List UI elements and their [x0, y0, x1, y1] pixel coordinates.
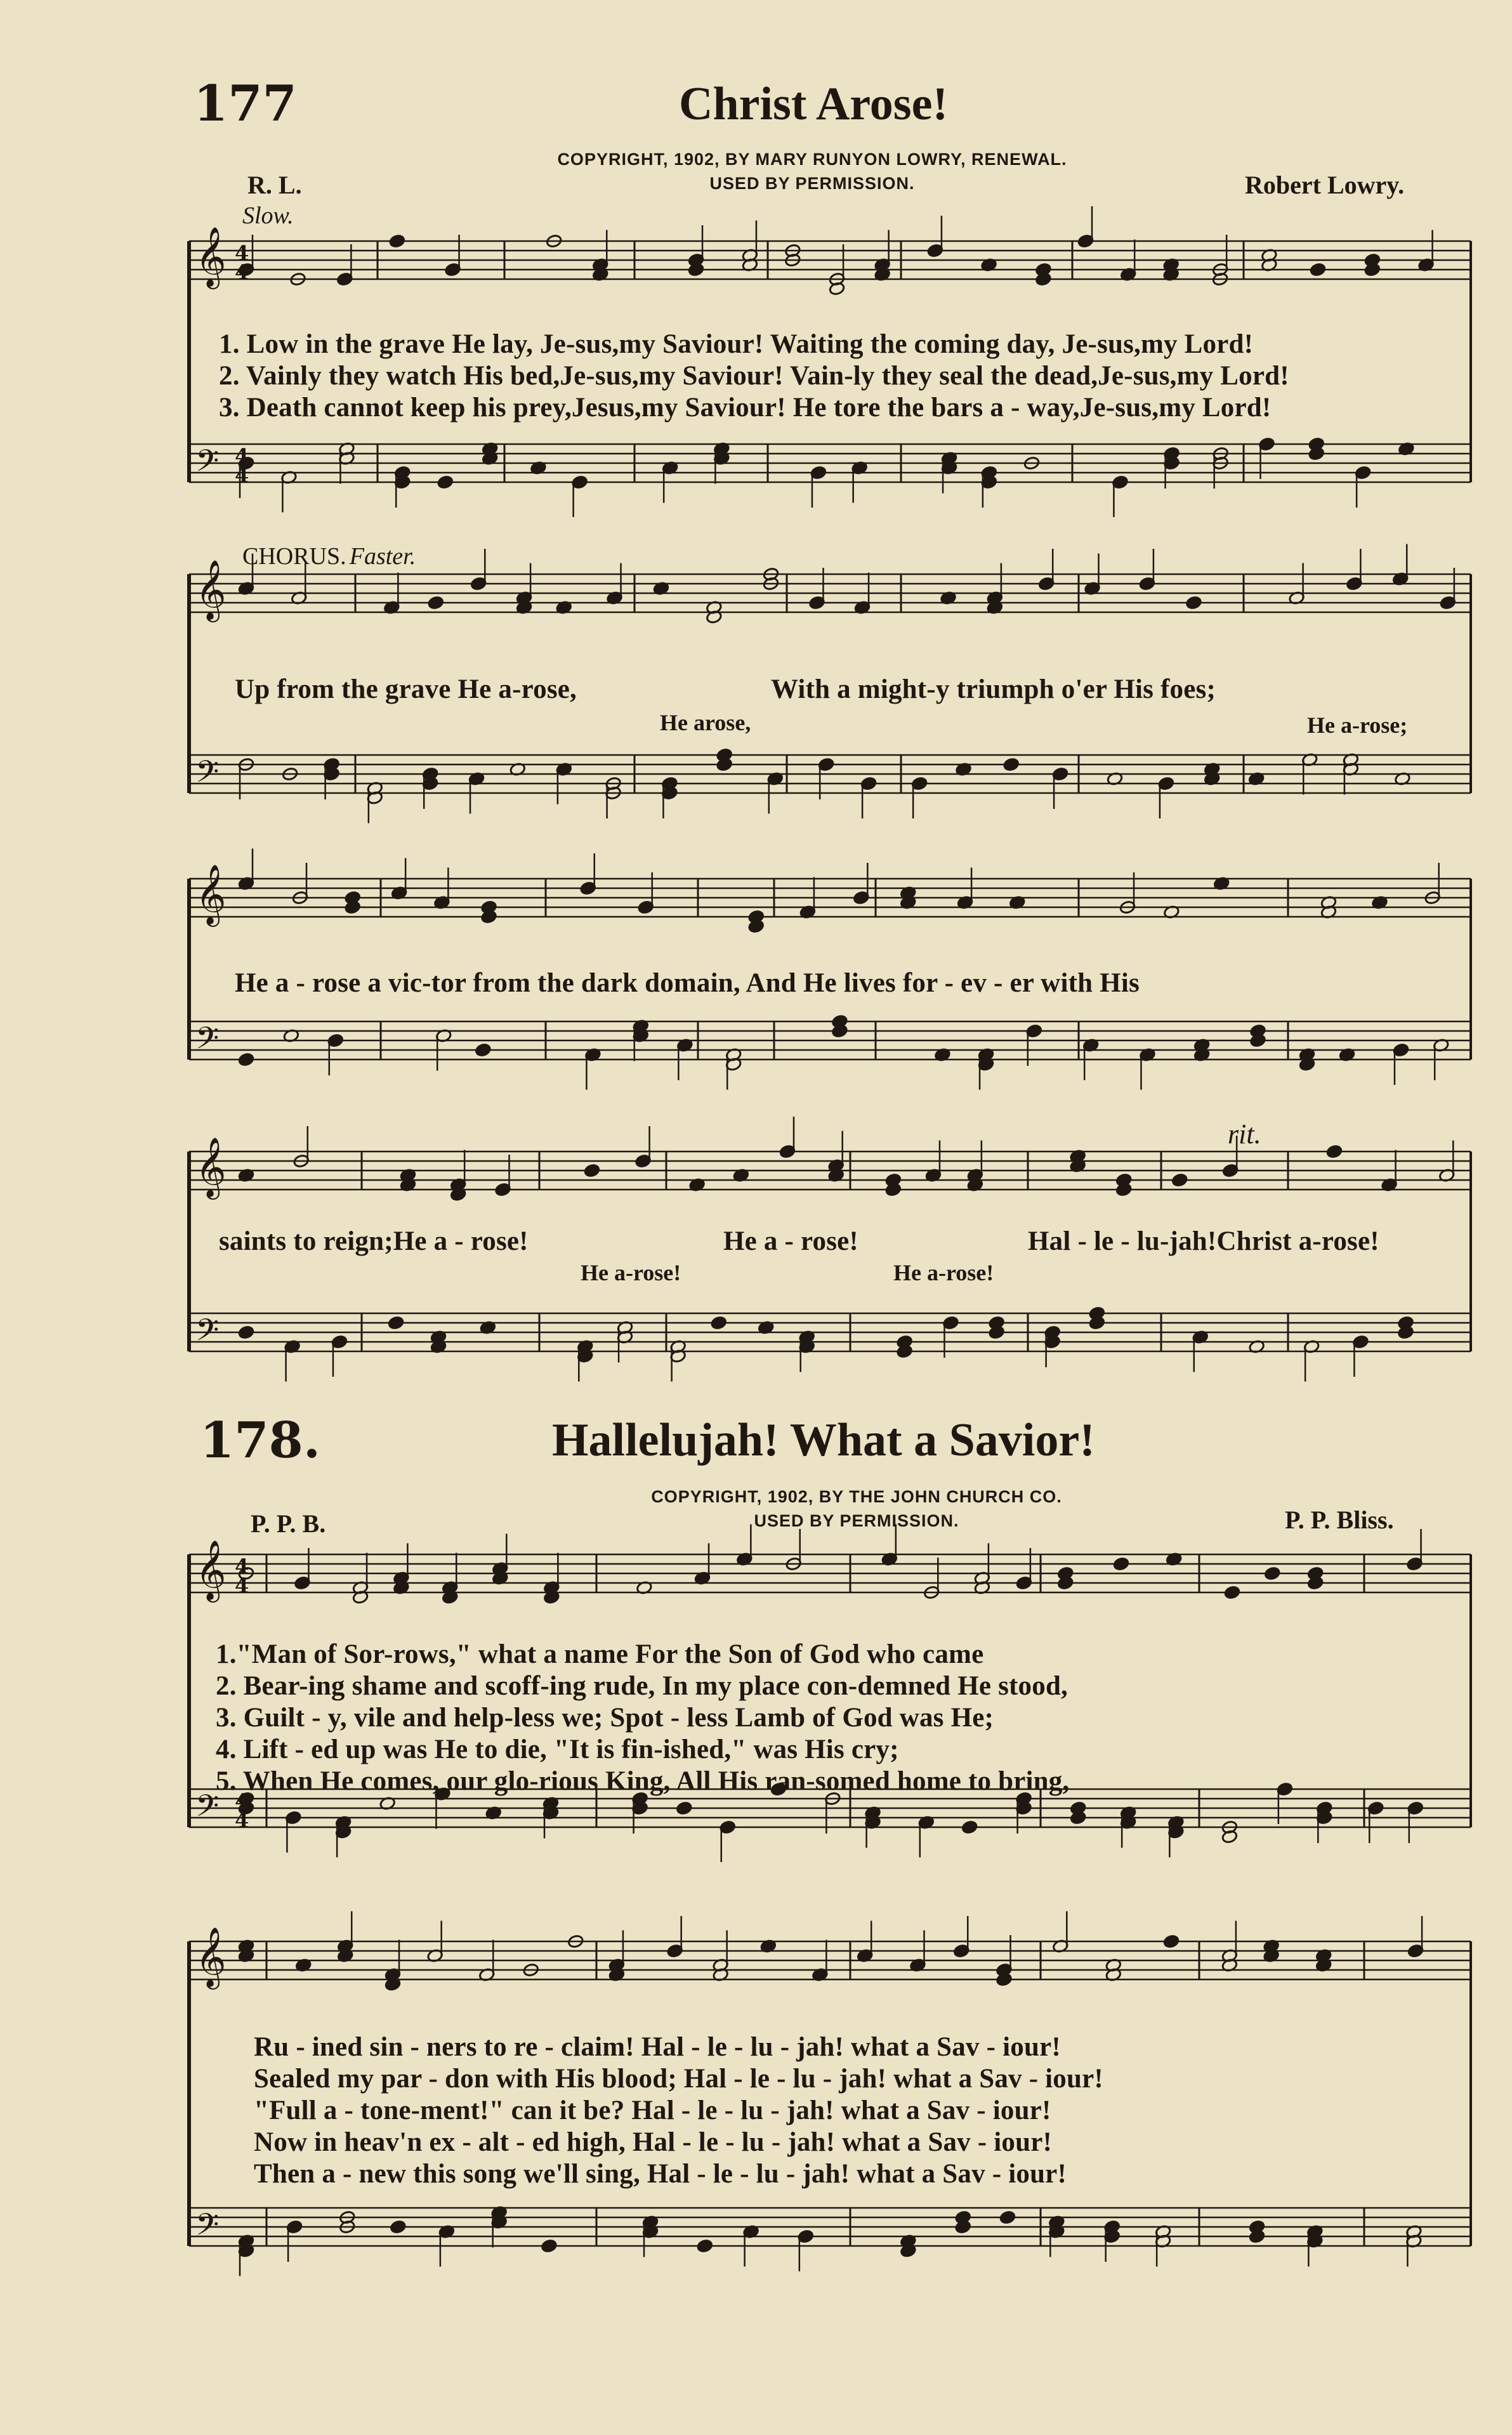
echo-lyric: He arose,: [660, 710, 751, 735]
hymn-title: Hallelujah! What a Savior!: [552, 1414, 1095, 1466]
hymn-number: 177: [194, 75, 297, 133]
svg-text:4: 4: [235, 463, 249, 487]
verse-line: 1."Man of Sor-rows," what a name For the Son of God who came: [216, 1639, 984, 1669]
verse-line: 4. Lift - ed up was He to die, "It is fin-ished," was His cry;: [216, 1735, 899, 1764]
chorus-line: He a - rose!: [723, 1226, 858, 1256]
permission-line: USED BY PERMISSION.: [754, 1511, 959, 1530]
chorus-line: He a - rose a vic-tor from the dark domain, And He lives for - ev - er with His: [235, 968, 1140, 998]
svg-text:𝄞: 𝄞: [195, 864, 227, 924]
chorus-line: With a might-y triumph o'er His foes;: [771, 674, 1216, 704]
svg-text:𝄢: 𝄢: [195, 754, 220, 797]
verse-line: Now in heav'n ex - alt - ed high, Hal - le - lu - jah! what a Sav - iour!: [254, 2127, 1053, 2157]
composer-name: P. P. Bliss.: [1285, 1506, 1394, 1534]
svg-text:4: 4: [235, 1554, 249, 1578]
svg-text:4: 4: [235, 1808, 249, 1832]
ritardando-marking: rit.: [1228, 1119, 1261, 1150]
echo-lyric: He a-rose;: [1307, 712, 1408, 738]
echo-lyric: He a-rose!: [893, 1260, 994, 1285]
verse-line: 5. When He comes, our glo-rious King, All His ran-somed home to bring,: [216, 1766, 1070, 1796]
chorus-line: saints to reign;He a - rose!: [219, 1226, 529, 1256]
chorus-line: Up from the grave He a-rose,: [235, 674, 577, 704]
svg-text:4: 4: [235, 1789, 249, 1813]
svg-text:𝄢: 𝄢: [195, 1788, 220, 1831]
echo-lyric: He a-rose!: [581, 1260, 681, 1285]
chorus-line: Hal - le - lu-jah!Christ a-rose!: [1028, 1226, 1379, 1256]
permission-line: USED BY PERMISSION.: [709, 174, 915, 193]
svg-text:𝄢: 𝄢: [195, 1312, 220, 1355]
copyright-notice: [539, 1485, 1174, 1533]
svg-text:𝄞: 𝄞: [195, 1540, 227, 1600]
svg-text:𝄢: 𝄢: [195, 2207, 220, 2250]
verse-line: Sealed my par - don with His blood; Hal - le - lu - jah! what a Sav - iour!: [254, 2064, 1103, 2094]
copyright-notice: [508, 147, 1117, 195]
lyricist-initials: P. P. B.: [251, 1509, 326, 1538]
svg-text:4: 4: [235, 1573, 249, 1598]
verse-line: Then a - new this song we'll sing, Hal - le - lu - jah! what a Sav - iour!: [254, 2159, 1067, 2189]
svg-text:𝄢: 𝄢: [195, 1020, 220, 1063]
hymn-title: Christ Arose!: [679, 78, 949, 130]
verse-line: 3. Guilt - y, vile and help-less we; Spot - less Lamb of God was He;: [216, 1703, 994, 1733]
chorus-label: CHORUS.: [242, 543, 346, 570]
svg-text:𝄞: 𝄞: [195, 1927, 227, 1987]
verse-line: 2. Vainly they watch His bed,Je-sus,my Saviour! Vain-ly they seal the dead,Je-sus,my Lord!: [219, 361, 1289, 391]
hymn-number: 178.: [200, 1412, 320, 1469]
tempo-marking: Slow.: [242, 202, 294, 229]
copyright-line: COPYRIGHT, 1902, BY MARY RUNYON LOWRY, RENEWAL.: [557, 150, 1067, 169]
verse-line: 1. Low in the grave He lay, Je-sus,my Saviour! Waiting the coming day, Je-sus,my Lord!: [219, 329, 1254, 359]
composer-name: Robert Lowry.: [1245, 171, 1405, 199]
svg-text:4: 4: [235, 260, 249, 284]
chorus-tempo: Faster.: [349, 543, 416, 570]
verse-line: "Full a - tone-ment!" can it be? Hal - le - lu - jah! what a Sav - iour!: [254, 2096, 1051, 2125]
svg-text:𝄞: 𝄞: [195, 560, 227, 620]
verse-line: 2. Bear-ing shame and scoff-ing rude, In my place con-demned He stood,: [216, 1671, 1068, 1701]
svg-text:4: 4: [235, 444, 249, 468]
svg-text:𝄞: 𝄞: [195, 1137, 227, 1197]
lyricist-initials: R. L.: [247, 171, 302, 199]
verse-line: Ru - ined sin - ners to re - claim! Hal - le - lu - jah! what a Sav - iour!: [254, 2032, 1061, 2062]
verse-line: 3. Death cannot keep his prey,Jesus,my Saviour! He tore the bars a - way,Je-sus,my Lord!: [219, 393, 1272, 423]
copyright-line: COPYRIGHT, 1902, BY THE JOHN CHURCH CO.: [651, 1487, 1062, 1506]
svg-text:𝄞: 𝄞: [195, 226, 227, 287]
chorus-heading: [242, 542, 416, 570]
svg-text:𝄢: 𝄢: [195, 443, 220, 486]
svg-text:4: 4: [235, 241, 249, 265]
